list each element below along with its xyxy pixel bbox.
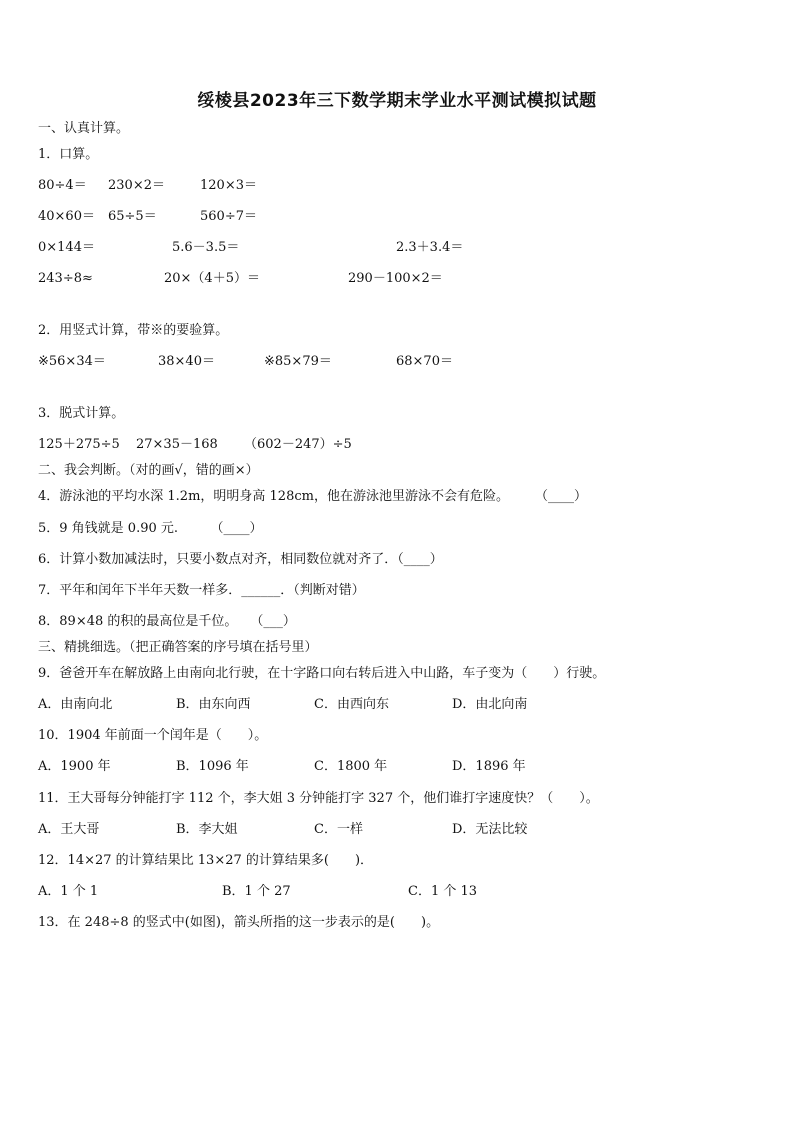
q1-item: 243÷8≈ [38,271,93,286]
q12-option-a: A．1 个 1 [38,884,99,899]
q11-stem: 11．王大哥每分钟能打字 112 个，李大姐 3 分钟能打字 327 个，他们谁打字速度快？（ ）。 [38,791,599,806]
section-1-heading: 一、认真计算。 [38,121,130,136]
q1-item: 65÷5＝ [108,209,157,224]
q3-item: （602－247）÷5 [244,437,352,452]
judge-question: 8．89×48 的积的最高位是千位。 （___） [38,614,296,629]
q11-option-a: A．王大哥 [38,822,100,837]
q2-item: 68×70＝ [396,354,453,369]
q1-item: 80÷4＝ [38,178,87,193]
q1-item: 20×（4＋5）＝ [164,271,260,286]
page-title: 绥棱县2023年三下数学期末学业水平测试模拟试题 [197,91,597,111]
judge-question: 4．游泳池的平均水深 1.2m，明明身高 128cm，他在游泳池里游泳不会有危险。 （____） [38,489,587,504]
q12-option-c: C．1 个 13 [408,884,478,899]
q1-item: 5.6－3.5＝ [172,240,240,255]
q11-option-b: B．李大姐 [176,822,238,837]
q1-item: 560÷7＝ [200,209,257,224]
q9-option-a: A．由南向北 [38,697,113,712]
q2-heading: 2．用竖式计算，带※的要验算。 [38,323,229,338]
q1-heading: 1．口算。 [38,147,99,162]
q2-item: ※85×79＝ [264,354,332,369]
q1-item: 230×2＝ [108,178,165,193]
q10-option-d: D．1896 年 [452,759,526,774]
q11-option-d: D．无法比较 [452,822,528,837]
q10-stem: 10．1904 年前面一个闰年是（ ）。 [38,728,268,743]
q9-option-b: B．由东向西 [176,697,251,712]
q1-item: 2.3＋3.4＝ [396,240,464,255]
q9-stem: 9．爸爸开车在解放路上由南向北行驶，在十字路口向右转后进入中山路，车子变为（ ）行驶。 [38,666,606,681]
q13-stem: 13．在 248÷8 的竖式中(如图)，箭头所指的这一步表示的是( )。 [38,915,440,930]
q9-option-d: D．由北向南 [452,697,528,712]
section-3-heading: 三、精挑细选。（把正确答案的序号填在括号里） [38,640,318,655]
q1-item: 40×60＝ [38,209,95,224]
q2-item: 38×40＝ [158,354,215,369]
q2-item: ※56×34＝ [38,354,106,369]
judge-question: 7．平年和闰年下半年天数一样多．______．（判断对错） [38,583,365,598]
q10-option-c: C．1800 年 [314,759,388,774]
q1-item: 290－100×2＝ [348,271,443,286]
q11-option-c: C．一样 [314,822,363,837]
q12-option-b: B．1 个 27 [222,884,291,899]
q10-option-b: B．1096 年 [176,759,249,774]
q12-stem: 12．14×27 的计算结果比 13×27 的计算结果多( )． [38,853,374,868]
q3-item: 125＋275÷5 [38,437,120,452]
section-2-heading: 二、我会判断。（对的画√，错的画×） [38,463,259,478]
q10-option-a: A．1900 年 [38,759,111,774]
q3-heading: 3．脱式计算。 [38,406,125,421]
q3-item: 27×35－168 [136,437,218,452]
q1-item: 120×3＝ [200,178,257,193]
judge-question: 6．计算小数加减法时，只要小数点对齐，相同数位就对齐了．（____） [38,552,443,567]
q9-option-c: C．由西向东 [314,697,389,712]
judge-question: 5．9 角钱就是 0.90 元. （____） [38,521,263,536]
q1-item: 0×144＝ [38,240,95,255]
